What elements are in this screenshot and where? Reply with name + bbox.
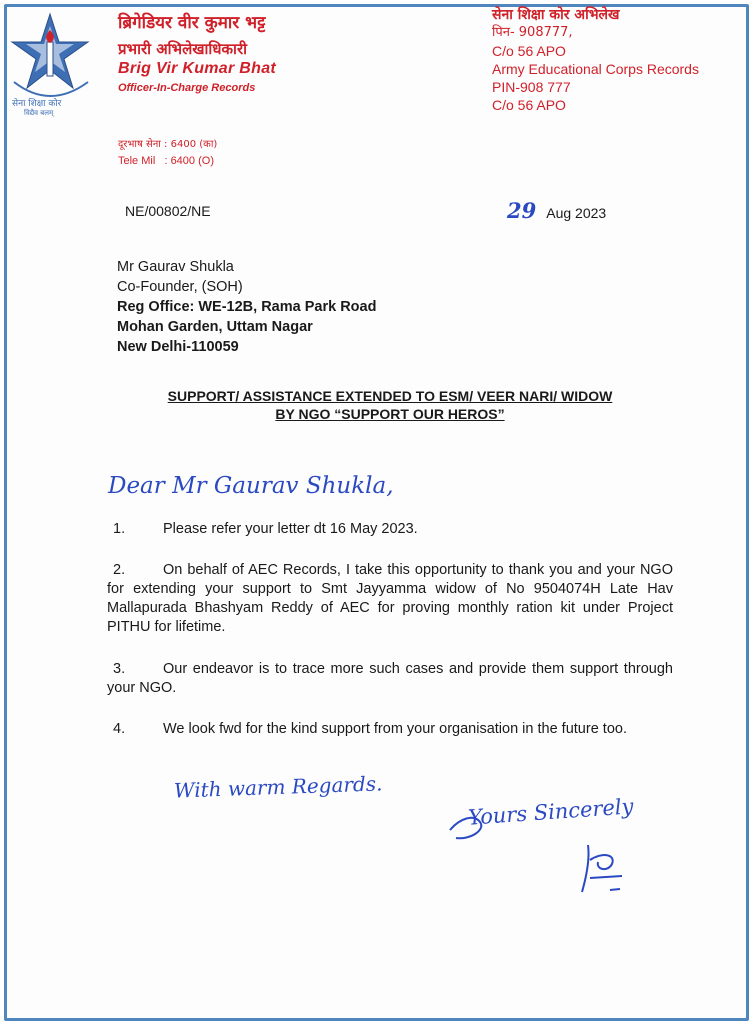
telephone-army: दूरभाष सेना : 6400 (का) — [118, 139, 218, 150]
paragraph-text: We look fwd for the kind support from your organisation in the future too. — [163, 721, 627, 737]
subject-heading — [60, 387, 720, 423]
paragraph — [107, 520, 673, 539]
paragraph — [107, 561, 673, 637]
officer-name-hindi: ब्रिगेडियर वीर कुमार भट्ट — [118, 13, 266, 33]
paragraph-number: 1. — [113, 521, 126, 537]
address-line: C/o 56 APO — [492, 43, 566, 59]
telephone-mil: Tele Mil : 6400 (O) — [118, 155, 214, 167]
address-line: पिन- 908777, — [492, 25, 573, 40]
officer-title-hindi: प्रभारी अभिलेखाधिकारी — [118, 40, 247, 58]
paragraph-text: Our endeavor is to trace more such cases and provide them support through your NGO. — [107, 661, 673, 696]
paragraph-number: 2. — [113, 562, 126, 578]
paragraph-text: Please refer your letter dt 16 May 2023. — [163, 521, 418, 537]
recipient-line: Mohan Garden, Uttam Nagar — [117, 319, 313, 335]
telephone-block — [118, 136, 217, 170]
closing-signoff-handwritten: Yours Sincerely — [467, 794, 635, 830]
paragraph-number: 3. — [113, 661, 126, 677]
recipient-line: Reg Office: WE-12B, Rama Park Road — [117, 299, 377, 315]
subject-line: SUPPORT/ ASSISTANCE EXTENDED TO ESM/ VEER NARI/ WIDOW — [167, 388, 613, 404]
recipient-line: Co-Founder, (SOH) — [117, 279, 243, 295]
paragraph — [107, 660, 673, 698]
address-line: C/o 56 APO — [492, 97, 566, 113]
address-line: सेना शिक्षा कोर अभिलेख — [492, 7, 620, 23]
emblem-motto: विद्यैव बलम् — [24, 109, 54, 117]
paragraph-number: 4. — [113, 721, 126, 737]
address-line: Army Educational Corps Records — [492, 61, 699, 77]
signature-block — [440, 794, 700, 900]
salutation-handwritten: Dear Mr Gaurav Shukla, — [108, 473, 394, 499]
paragraph-text: On behalf of AEC Records, I take this opportunity to thank you and your NGO for extending your support to Smt Jayyamma widow of No 9504074H Late Hav Mallapurada Bhashyam Reddy of AEC for proving monthly ration kit under Project PITHU for lifetime. — [107, 562, 673, 635]
recipient-address — [117, 257, 376, 357]
date-day-handwritten: 29 — [507, 198, 537, 223]
signature-scribble-icon — [440, 800, 700, 900]
paragraph — [107, 720, 673, 739]
recipient-line: New Delhi-110059 — [117, 339, 239, 355]
letter-date — [507, 198, 606, 223]
reference-number: NE/00802/NE — [125, 203, 211, 219]
emblem-text: सेना शिक्षा कोर — [12, 99, 62, 109]
recipient-line: Mr Gaurav Shukla — [117, 259, 234, 275]
closing-regards-handwritten: With warm Regards. — [173, 771, 383, 803]
records-address — [492, 6, 699, 114]
address-line: PIN-908 777 — [492, 79, 571, 95]
date-month-year: Aug 2023 — [546, 205, 607, 221]
officer-title: Officer-In-Charge Records — [118, 82, 256, 94]
aec-star-torch-emblem-icon — [6, 12, 98, 122]
subject-line: BY NGO “SUPPORT OUR HEROS” — [275, 406, 505, 422]
officer-name: Brig Vir Kumar Bhat — [118, 60, 277, 77]
